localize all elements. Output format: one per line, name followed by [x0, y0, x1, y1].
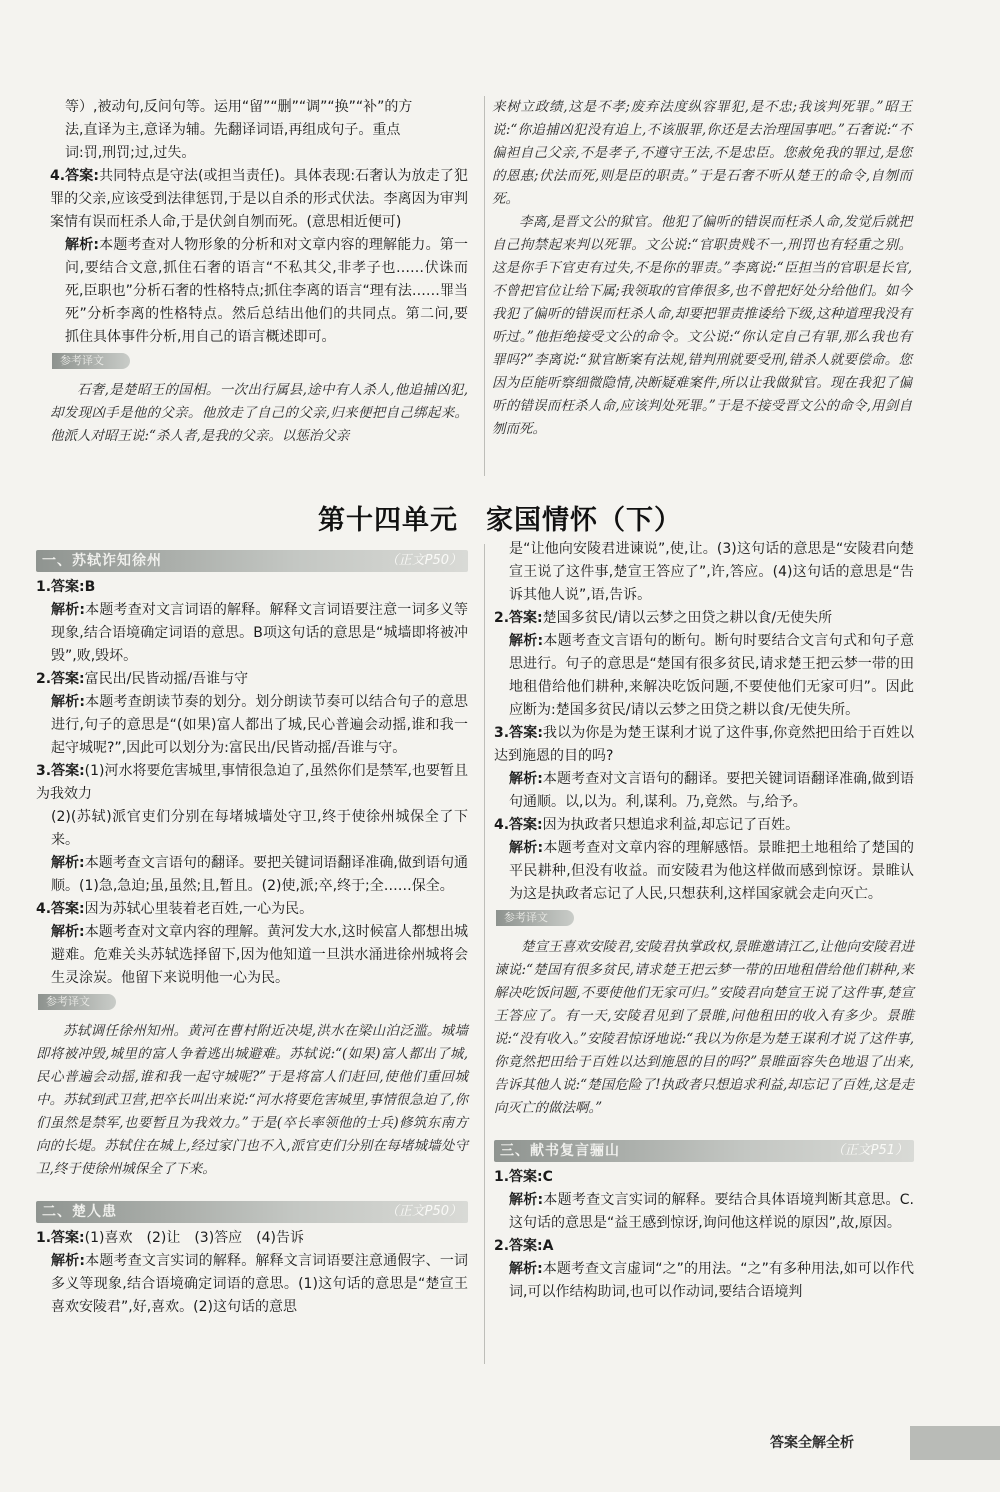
page-footer: 答案全解全析 — [770, 1435, 854, 1451]
explain: 解析:本题考查文言语句的翻译。要把关键词语翻译准确,做到语句通顺。(1)急,急迫;虽,虽然;且,暂且。(2)使,派;卒,终于;全……保全。 — [51, 855, 468, 894]
q4-explain — [50, 234, 468, 349]
section-ref: （正文P50） — [385, 1204, 462, 1219]
explain-label: 解析: — [65, 237, 99, 253]
top-right-column — [492, 96, 912, 441]
column-divider — [484, 96, 485, 476]
answer: 1.答案:B — [36, 579, 96, 595]
explain-cont: 是“让他向安陵君进谏说”,使,让。(3)这句话的意思是“安陵君向楚宣王说了这件事,楚宣王答应了”,许,答应。(4)这句话的意思是“告诉其他人说”,语,告诉。 — [509, 541, 914, 603]
translation-tag: 参考译文 — [52, 353, 130, 369]
text-line: 词:罚,刑罚;过,过失。 — [65, 145, 196, 161]
answer: 3.答案:我以为你是为楚王谋利才说了这件事,你竟然把田给于百姓以达到施恩的目的吗? — [494, 725, 914, 764]
bottom-right-column — [494, 538, 914, 1304]
section-title: 三、献书复言骊山 — [500, 1143, 620, 1159]
answer: 2.答案:富民出/民皆动摇/吾谁与守 — [36, 671, 249, 687]
top-left-column — [50, 96, 468, 448]
bottom-left-column — [36, 544, 468, 1319]
section-header — [494, 1140, 914, 1162]
translation-block: 苏轼调任徐州知州。黄河在曹村附近决堤,洪水在梁山泊泛滥。城墙即将被冲毁,城里的富人争着逃出城避难。苏轼说:“(如果)富人都出了城,民心普遍会动摇,谁和我一起守城呢?”于是将富人们赶回,使他们重回城中。苏轼到武卫营,把卒长叫出来说:“河水将要危害城里,事情很急迫了,你们虽然是禁军,也要暂且为我效力。”于是(卒长率领他的士兵)修筑东南方向的长堤。苏轼住在城上,经过家门也不入,派官吏们分别在每堵城墙处守卫,终于使徐州城保全了下来。 — [36, 1023, 468, 1177]
explain: 解析:本题考查文言虚词“之”的用法。“之”有多种用法,如可以作代词,可以作结构助词,也可以作动词,要结合语境判 — [509, 1261, 914, 1300]
text-line: 法,直译为主,意译为辅。先翻译词语,再组成句子。重点 — [65, 122, 401, 138]
q4-answer — [50, 165, 468, 234]
translation-tag: 参考译文 — [496, 910, 574, 926]
translation-para: 李离,是晋文公的狱官。他犯了偏听的错误而枉杀人命,发觉后就把自己拘禁起来判以死罪。文公说:“官职贵贱不一,刑罚也有轻重之别。这是你手下官吏有过失,不是你的罪责。”李离说:“臣担当的官职是长官,不曾把官位让给下属;我领取的官俸很多,也不曾把好处分给他们。如今我犯了偏听的错误而枉杀人命,却要把罪责推诿给下级,这种道理我没有听过。”他拒绝接受文公的命令。文公说:“你认定自己有罪,那么我也有罪吗?”李离说:“狱官断案有法规,错判刑就要受刑,错杀人就要偿命。您因为臣能听察细微隐情,决断疑难案件,所以让我做狱官。现在我犯了偏听的错误而枉杀人命,应该判处死罪。”于是不接受晋文公的命令,用剑自刎而死。 — [492, 214, 912, 437]
answer: 3.答案:(1)河水将要危害城里,事情很急迫了,虽然你们是禁军,也要暂且为我效力 — [36, 763, 468, 802]
explain: 解析:本题考查文言语句的断句。断句时要结合文言句式和句子意思进行。句子的意思是“楚国有很多贫民,请求楚王把云梦一带的田地租借给他们耕种,来解决吃饭问题,不要使他们无家可归”。因此应断为:楚国多贫民/请以云梦之田贷之耕以食/无使失所。 — [509, 633, 915, 718]
answer-label: 4.答案: — [50, 168, 100, 184]
translation-block: 楚宣王喜欢安陵君,安陵君执掌政权,景睢邀请江乙,让他向安陵君进谏说:“楚国有很多贫民,请求楚王把云梦一带的田地租借给他们耕种,来解决吃饭问题,不要使他们无家可归。”安陵君向楚宣王说了这件事,楚宣王答应了。有一天,安陵君见到了景睢,问他租田的收入有多少。景睢说:“没有收入。”安陵君惊讶地说:“我以为你是为楚王谋利才说了这件事,你竟然把田给于百姓以达到施恩的目的吗?”景睢面容失色地退了出来,告诉其他人说:“楚国危险了!执政者只想追求利益,却忘记了百姓,这是走向灭亡的做法啊。” — [494, 939, 914, 1116]
section-header — [36, 1201, 468, 1223]
text-line: 等）,被动句,反问句等。运用“留”“删”“调”“换”“补”的方 — [65, 99, 413, 115]
section-title: 一、苏轼诈知徐州 — [42, 553, 162, 569]
answer: 1.答案:C — [494, 1169, 553, 1185]
explain-text: 本题考查对人物形象的分析和对文章内容的理解能力。第一问,要结合文意,抓住石奢的语言“不私其父,非孝子也……伏诛而死,臣职也”分析石奢的性格特点;抓住李离的语言“理有法……罪当死”分析李离的性格特点。然后总结出他们的共同点。第二问,要抓住具体事件分析,用自己的语言概述即可。 — [65, 237, 468, 345]
explain: 解析:本题考查对文言词语的解释。解释文言词语要注意一词多义等现象,结合语境确定词语的意思。B项这句话的意思是“城墙即将被冲毁”,败,毁坏。 — [51, 602, 469, 664]
explain: 解析:本题考查文言实词的解释。解释文言词语要注意通假字、一词多义等现象,结合语境确定词语的意思。(1)这句话的意思是“楚宣王喜欢安陵君”,好,喜欢。(2)这句话的意思 — [51, 1253, 469, 1315]
section-ref: （正文P50） — [385, 553, 462, 568]
explain: 解析:本题考查对文言语句的翻译。要把关键词语翻译准确,做到语句通顺。以,以为。利,谋利。乃,竟然。与,给予。 — [509, 771, 914, 810]
answer: 2.答案:楚国多贫民/请以云梦之田贷之耕以食/无使失所 — [494, 610, 833, 626]
explain: 解析:本题考查对文章内容的理解。黄河发大水,这时候富人都想出城避难。危难关头苏轼选择留下,因为他知道一旦洪水涌进徐州城将会生灵涂炭。他留下来说明他一心为民。 — [51, 924, 468, 986]
section-header — [36, 550, 468, 572]
unit-title: 第十四单元 家国情怀（下） — [318, 505, 682, 536]
explain: 解析:本题考查对文章内容的理解感悟。景睢把土地租给了楚国的平民耕种,但没有收益。而安陵君为他这样做而感到惊讶。景睢认为这是执政者忘记了人民,只想获利,这样国家就会走向灭亡。 — [509, 840, 915, 902]
answer-text: 共同特点是守法(或担当责任)。具体表现:石奢认为放走了犯罪的父亲,应该受到法律惩罚,于是以自杀的形式伏法。李离因为审判案情有误而枉杀人命,于是伏剑自刎而死。(意思相近便可) — [50, 168, 468, 230]
answer: 4.答案:因为执政者只想追求利益,却忘记了百姓。 — [494, 817, 800, 833]
section-title: 二、楚人患 — [42, 1204, 117, 1220]
translation-tag: 参考译文 — [38, 994, 116, 1010]
answer: 1.答案:(1)喜欢 (2)让 (3)答应 (4)告诉 — [36, 1230, 304, 1246]
answer: 4.答案:因为苏轼心里装着老百姓,一心为民。 — [36, 901, 314, 917]
translation-para: 来树立政绩,这是不孝;废弃法度纵容罪犯,是不忠;我该判死罪。”昭王说:“你追捕凶犯没有追上,不该服罪,你还是去治理国事吧。”石奢说:“不偏袒自己父亲,不是孝子,不遵守王法,不是忠臣。您赦免我的罪过,是您的恩惠;伏法而死,则是臣的职责。”于是石奢不听从楚王的命令,自刎而死。 — [492, 99, 912, 207]
translation-block: 石奢,是楚昭王的国相。一次出行属县,途中有人杀人,他追捕凶犯,却发现凶手是他的父亲。他放走了自己的父亲,归来便把自己绑起来。他派人对昭王说:“杀人者,是我的父亲。以惩治父亲 — [50, 382, 468, 444]
explain: 解析:本题考查朗读节奏的划分。划分朗读节奏可以结合句子的意思进行,句子的意思是“(如果)富人都出了城,民心普遍会动摇,谁和我一起守城呢?”,因此可以划分为:富民出/民皆动摇/吾谁与守。 — [51, 694, 469, 756]
section-ref: （正文P51） — [831, 1143, 908, 1158]
explain: 解析:本题考查文言实词的解释。要结合具体语境判断其意思。C.这句话的意思是“益王感到惊讶,询问他这样说的原因”,故,原因。 — [509, 1192, 914, 1231]
watermark-logo — [832, 1418, 992, 1486]
answer-cont: (2)(苏轼)派官吏们分别在每堵城墙处守卫,终于使徐州城保全了下来。 — [51, 809, 468, 848]
column-divider — [484, 544, 485, 1364]
answer: 2.答案:A — [494, 1238, 554, 1254]
